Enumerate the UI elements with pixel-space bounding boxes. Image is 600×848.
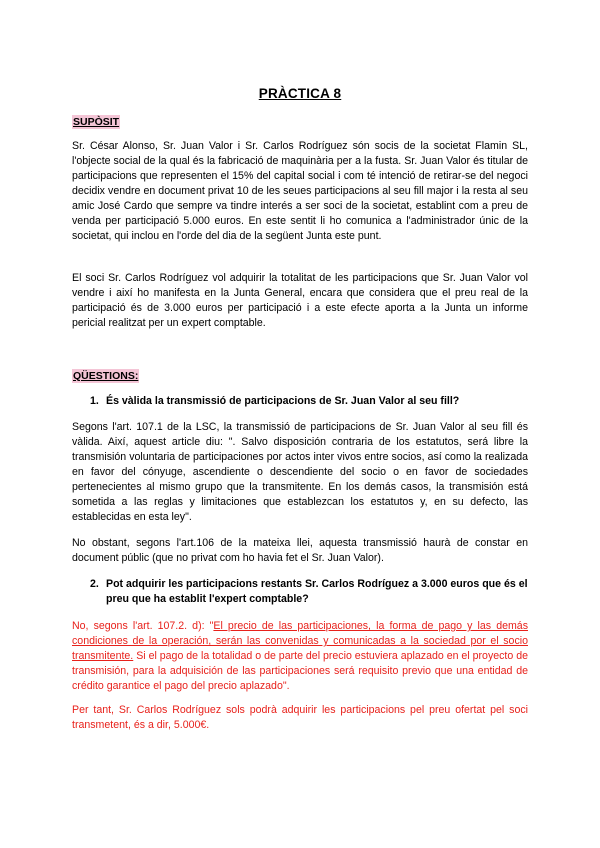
case-paragraph-1: Sr. César Alonso, Sr. Juan Valor i Sr. Carlos Rodríguez són socis de la societat Flamin SL, l'objecte social de la qual és la fabricació de maquinària per a la fusta. Sr. Juan Valor és titular de participacions que representen el 15% del capital social i com té intenció de retirar-se del negoci decidix vendre en document privat 10 de les seues participacions al seu fill major i la resta al seu amic José Cardo que sempre va tindre interés a ser soci de la societat, establint com a preu de venda per participació 5.000 euros. En este sentit li ho comunica a l'administrador únic de la societat, qui inclou en l'orde del dia de la següent Junta este punt. [72,140,528,242]
page-title: PRÀCTICA 8 [258,86,342,101]
answer-2-conclusion: Per tant, Sr. Carlos Rodríguez sols podrà adquirir les participacions pel preu ofertat pel soci transmetent, és a dir, 5.000€. [72,704,528,731]
question-2-text: Pot adquirir les participacions restants Sr. Carlos Rodríguez a 3.000 euros que és el preu que ha establit l'expert comptable? [106,578,528,605]
section-label-questions: QÜESTIONS: [73,370,139,382]
question-1-text: És vàlida la transmissió de participacions de Sr. Juan Valor al seu fill? [106,395,460,407]
question-2 [90,577,530,607]
question-1 [90,394,530,409]
answer-2-paragraph [72,619,528,694]
answer-1-paragraph-2: No obstant, segons l'art.106 de la mateixa llei, aquesta transmissió haurà de constar en document públic (que no privat com ho havia fet el Sr. Juan Valor). [72,537,528,564]
answer-2-underlined-quote: El precio de las participaciones, la forma de pago y las demás condiciones de la operación, serán las convenidas y comunicadas a la sociedad por el socio transmitente. [72,620,528,662]
question-2-number: 2. [90,578,99,590]
answer-2-rest: Si el pago de la totalidad o de parte del precio estuviera aplazado en el proyecto de transmisión, para la adquisición de las participaciones será requisito previo que una entidad de crédito garantice el pago del precio aplazado". [72,650,528,692]
answer-2-prefix: No, segons l'art. 107.2. d): " [72,620,214,632]
case-paragraph-2: El soci Sr. Carlos Rodríguez vol adquirir la totalitat de les participacions que Sr. Juan Valor vol vendre i així ho manifesta en la Junta General, encara que considera que el preu real de la participació és de 3.000 euros per participació i a este efecte aporta a la Junta un informe pericial realitzat per un expert comptable. [72,272,528,329]
question-1-number: 1. [90,395,99,407]
answer-1-paragraph-1: Segons l'art. 107.1 de la LSC, la transmissió de participacions de Sr. Juan Valor al seu fill és vàlida. Així, aquest article diu: ". Salvo disposición contraria de los estatutos, será libre la transmisión voluntaria de participaciones por actos inter vivos entre socios, así como la realizada en favor del cónyuge, ascendiente o descendiente del socio o en favor de sociedades pertenecientes al mismo grupo que la transmitente. En los demás casos, la transmisión está sometida a las reglas y limitaciones que establezcan los estatutos y, en su defecto, las establecidas en esta ley". [72,421,528,523]
section-label-case: SUPÒSIT [73,116,120,128]
